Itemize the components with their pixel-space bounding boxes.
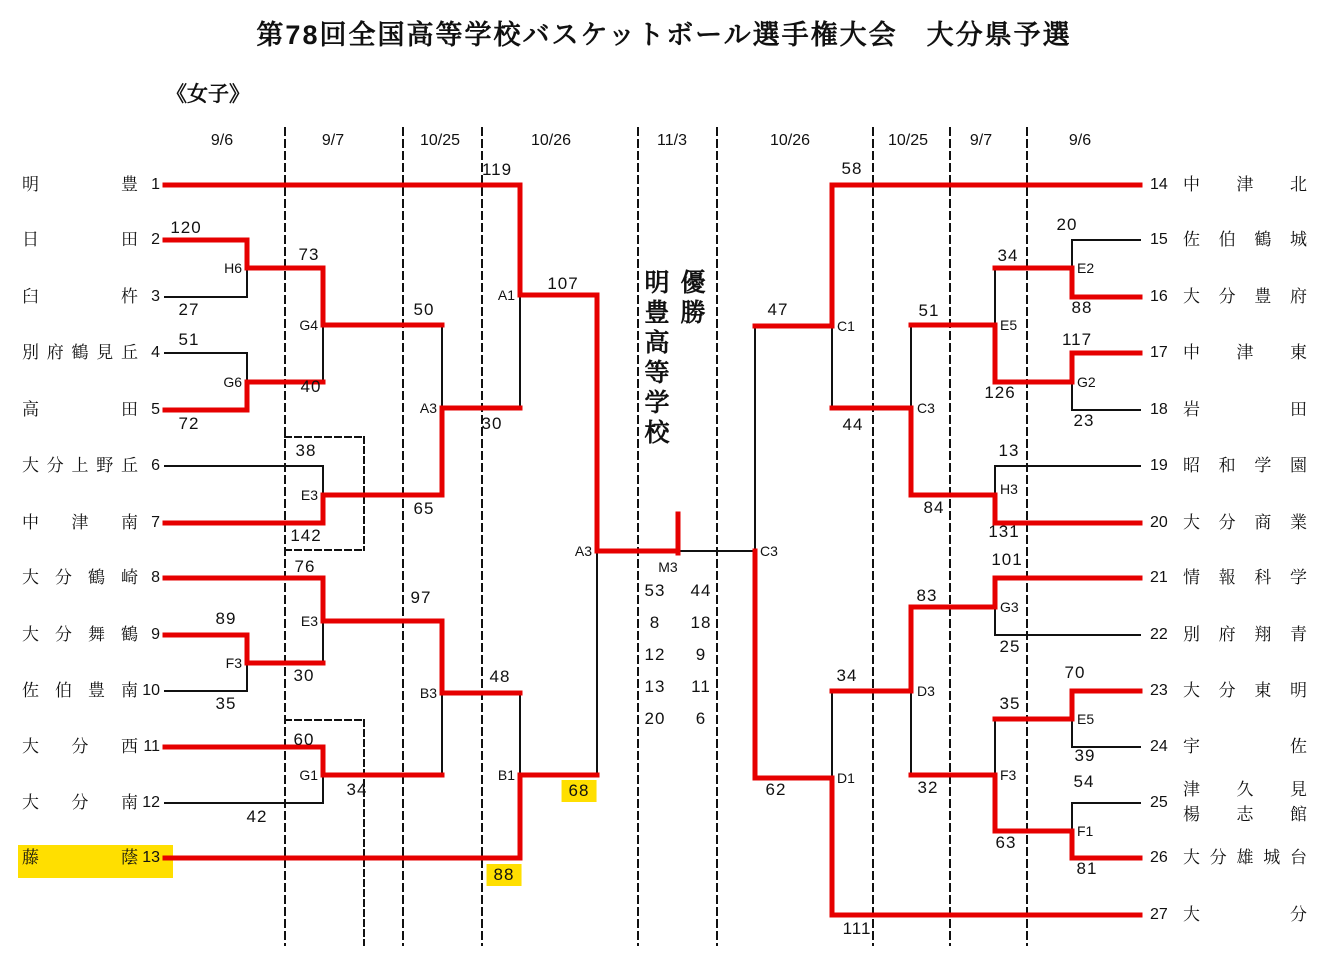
match-code-label: C3 [760,543,778,559]
match-code-label: F3 [225,655,242,671]
score-label: 44 [842,415,864,434]
team-left-seed: 10 [142,682,160,699]
score-label: 51 [178,330,200,349]
score-label: 63 [995,833,1017,852]
final-score-cell: 53 [644,581,666,600]
team-left-seed: 4 [151,344,160,361]
team-right-seed: 24 [1150,738,1168,755]
final-quarter-row [632,639,724,671]
team-left-name: 大 分 上 野 丘 [22,456,138,475]
score-label: 35 [215,694,237,713]
team-right-seed: 21 [1150,569,1168,586]
score-label: 58 [841,159,863,178]
match-code-label: H3 [1000,481,1018,497]
match-code-label: B3 [419,685,437,701]
team-left-name: 中 津 南 [22,513,138,532]
team-right-seed: 23 [1150,682,1168,699]
team-right-seed: 19 [1150,457,1168,474]
score-label: 131 [988,522,1020,541]
team-left-seed: 7 [151,514,160,531]
score-label: 68 [562,780,597,802]
score-label: 20 [1056,215,1078,234]
team-left-name: 大 分 舞 鶴 [22,625,138,644]
final-quarter-row [632,607,724,639]
score-label: 107 [547,274,579,293]
final-score-cell: 44 [690,581,712,600]
page-title: 第78回全国高等学校バスケットボール選手権大会 大分県予選 [256,20,1072,50]
match-code-label: H6 [224,260,242,276]
score-label: 32 [917,778,939,797]
team-left-seed: 9 [151,626,160,643]
date-label: 10/26 [769,132,811,149]
team-right-seed: 18 [1150,401,1168,418]
team-left-name: 別 府 鶴 見 丘 [22,343,138,362]
score-label: 50 [413,300,435,319]
score-label: 81 [1076,859,1098,878]
match-code-label: D1 [837,770,855,786]
team-right-name: 昭 和 学 園 [1183,456,1307,475]
match-code-label: A3 [419,400,437,416]
match-code-label: A1 [497,287,515,303]
final-score-cell: 13 [644,677,666,696]
match-code-label: E2 [1077,260,1095,276]
team-right-name: 別 府 翔 青 [1183,625,1307,644]
match-code-label: G1 [299,767,318,783]
final-score-cell: 20 [644,709,666,728]
champion-school-vertical: 明 豊 高 等 学 校 [644,269,670,447]
team-left-name: 明 豊 [22,175,138,194]
date-label: 9/6 [1068,132,1092,149]
team-left-seed: 11 [143,738,160,755]
match-code-label: G2 [1077,374,1096,390]
team-left-seed: 13 [142,849,160,866]
final-score-cell: 11 [691,677,711,696]
team-right-seed: 16 [1150,288,1168,305]
team-right-seed: 26 [1150,849,1168,866]
team-right-name: 大 分 豊 府 [1183,287,1307,306]
date-label: 10/25 [887,132,929,149]
score-label: 60 [293,730,315,749]
score-label: 34 [346,780,368,799]
date-label: 11/3 [657,132,687,149]
score-label: 25 [999,637,1021,656]
team-left-name: 大 分 鶴 崎 [22,568,138,587]
score-label: 51 [918,301,940,320]
final-score-cell: 9 [695,645,707,664]
team-left-seed: 5 [151,401,160,418]
score-label: 30 [481,414,503,433]
score-label: 35 [999,694,1021,713]
final-score-table [632,575,724,735]
score-label: 73 [298,245,320,264]
score-label: 47 [767,300,789,319]
match-code-label: E3 [300,487,318,503]
final-score-cell: 8 [649,613,661,632]
score-label: 65 [413,499,435,518]
score-label: 27 [178,300,200,319]
score-label: 30 [293,666,315,685]
champion-result-vertical: 優 勝 [680,269,706,327]
team-right-name: 大 分 [1183,905,1307,924]
team-left-seed: 8 [151,569,160,586]
score-label: 76 [294,557,316,576]
score-label: 88 [487,864,522,886]
team-left-name: 臼 杵 [22,287,138,306]
team-left-name: 日 田 [22,230,138,249]
score-label: 48 [489,667,511,686]
match-code-label: E5 [1000,317,1018,333]
team-left-name: 藤 蔭 [22,848,138,867]
bracket-subtitle: 《女子》 [166,83,250,106]
team-right-seed: 22 [1150,626,1168,643]
team-left-name: 佐 伯 豊 南 [22,681,138,700]
score-label: 88 [1071,298,1093,317]
match-code-label: B1 [497,767,515,783]
final-total-row [632,575,724,607]
date-label: 9/7 [321,132,345,149]
score-label: 40 [300,377,322,396]
score-label: 120 [170,218,202,237]
team-right-name: 情 報 科 学 [1183,568,1307,587]
team-right-name: 佐 伯 鶴 城 [1183,230,1307,249]
score-label: 83 [916,586,938,605]
team-right-name: 大 分 商 業 [1183,513,1307,532]
team-right-name: 中 津 北 [1183,175,1307,194]
score-label: 142 [290,526,322,545]
team-right-seed: 15 [1150,231,1168,248]
score-label: 117 [1061,330,1093,349]
match-code-label: E5 [1077,711,1095,727]
score-label: 126 [984,383,1016,402]
match-code-label: C3 [917,400,935,416]
score-label: 97 [410,588,432,607]
match-code-label: G6 [223,374,242,390]
team-right-name: 大 分 雄 城 台 [1183,848,1307,867]
team-right-name: 中 津 東 [1183,343,1307,362]
score-label: 119 [481,160,513,179]
score-label: 54 [1073,772,1095,791]
team-left-seed: 6 [151,457,160,474]
score-label: 62 [765,780,787,799]
score-label: 39 [1074,746,1096,765]
date-label: 9/6 [210,132,234,149]
score-label: 101 [991,550,1023,569]
match-code-label: A3 [574,543,592,559]
match-code-label: F1 [1077,823,1094,839]
score-label: 89 [215,609,237,628]
score-label: 34 [836,666,858,685]
team-right-seed: 14 [1150,176,1168,193]
team-right-seed: 25 [1150,794,1168,811]
score-label: 70 [1064,663,1086,682]
team-left-seed: 3 [151,288,160,305]
team-right-seed: 20 [1150,514,1168,531]
score-label: 38 [295,441,317,460]
date-label: 10/25 [419,132,461,149]
team-left-seed: 2 [151,231,160,248]
team-right-name: 岩 田 [1183,400,1307,419]
match-code-label: D3 [917,683,935,699]
match-code-label: E3 [300,613,318,629]
final-score-cell: 12 [644,645,666,664]
team-left-name: 大 分 西 [22,737,138,756]
final-quarter-row [632,671,724,703]
match-code-label: C1 [837,318,855,334]
match-code-label: G4 [299,317,318,333]
team-left-seed: 1 [151,176,160,193]
team-left-name: 大 分 南 [22,793,138,812]
final-quarter-row [632,703,724,735]
team-right-seed: 27 [1150,906,1168,923]
match-code-label: M3 [658,559,678,575]
team-right-name-line1: 津 久 見 [1183,780,1307,799]
score-label: 23 [1073,411,1095,430]
score-label: 72 [178,414,200,433]
team-right-seed: 17 [1150,344,1168,361]
score-label: 42 [246,807,268,826]
score-label: 34 [997,246,1019,265]
team-right-name: 大 分 東 明 [1183,681,1307,700]
score-label: 111 [842,919,872,938]
team-left-seed: 12 [142,794,160,811]
team-left-name: 高 田 [22,400,138,419]
score-label: 84 [923,498,945,517]
date-label: 10/26 [530,132,572,149]
date-label: 9/7 [969,132,993,149]
score-label: 13 [998,441,1020,460]
team-right-name: 宇 佐 [1183,737,1307,756]
final-score-cell: 6 [695,709,707,728]
match-code-label: G3 [1000,599,1019,615]
match-code-label: F3 [1000,767,1017,783]
team-right-name-line2: 楊 志 館 [1183,805,1307,824]
final-score-cell: 18 [690,613,712,632]
